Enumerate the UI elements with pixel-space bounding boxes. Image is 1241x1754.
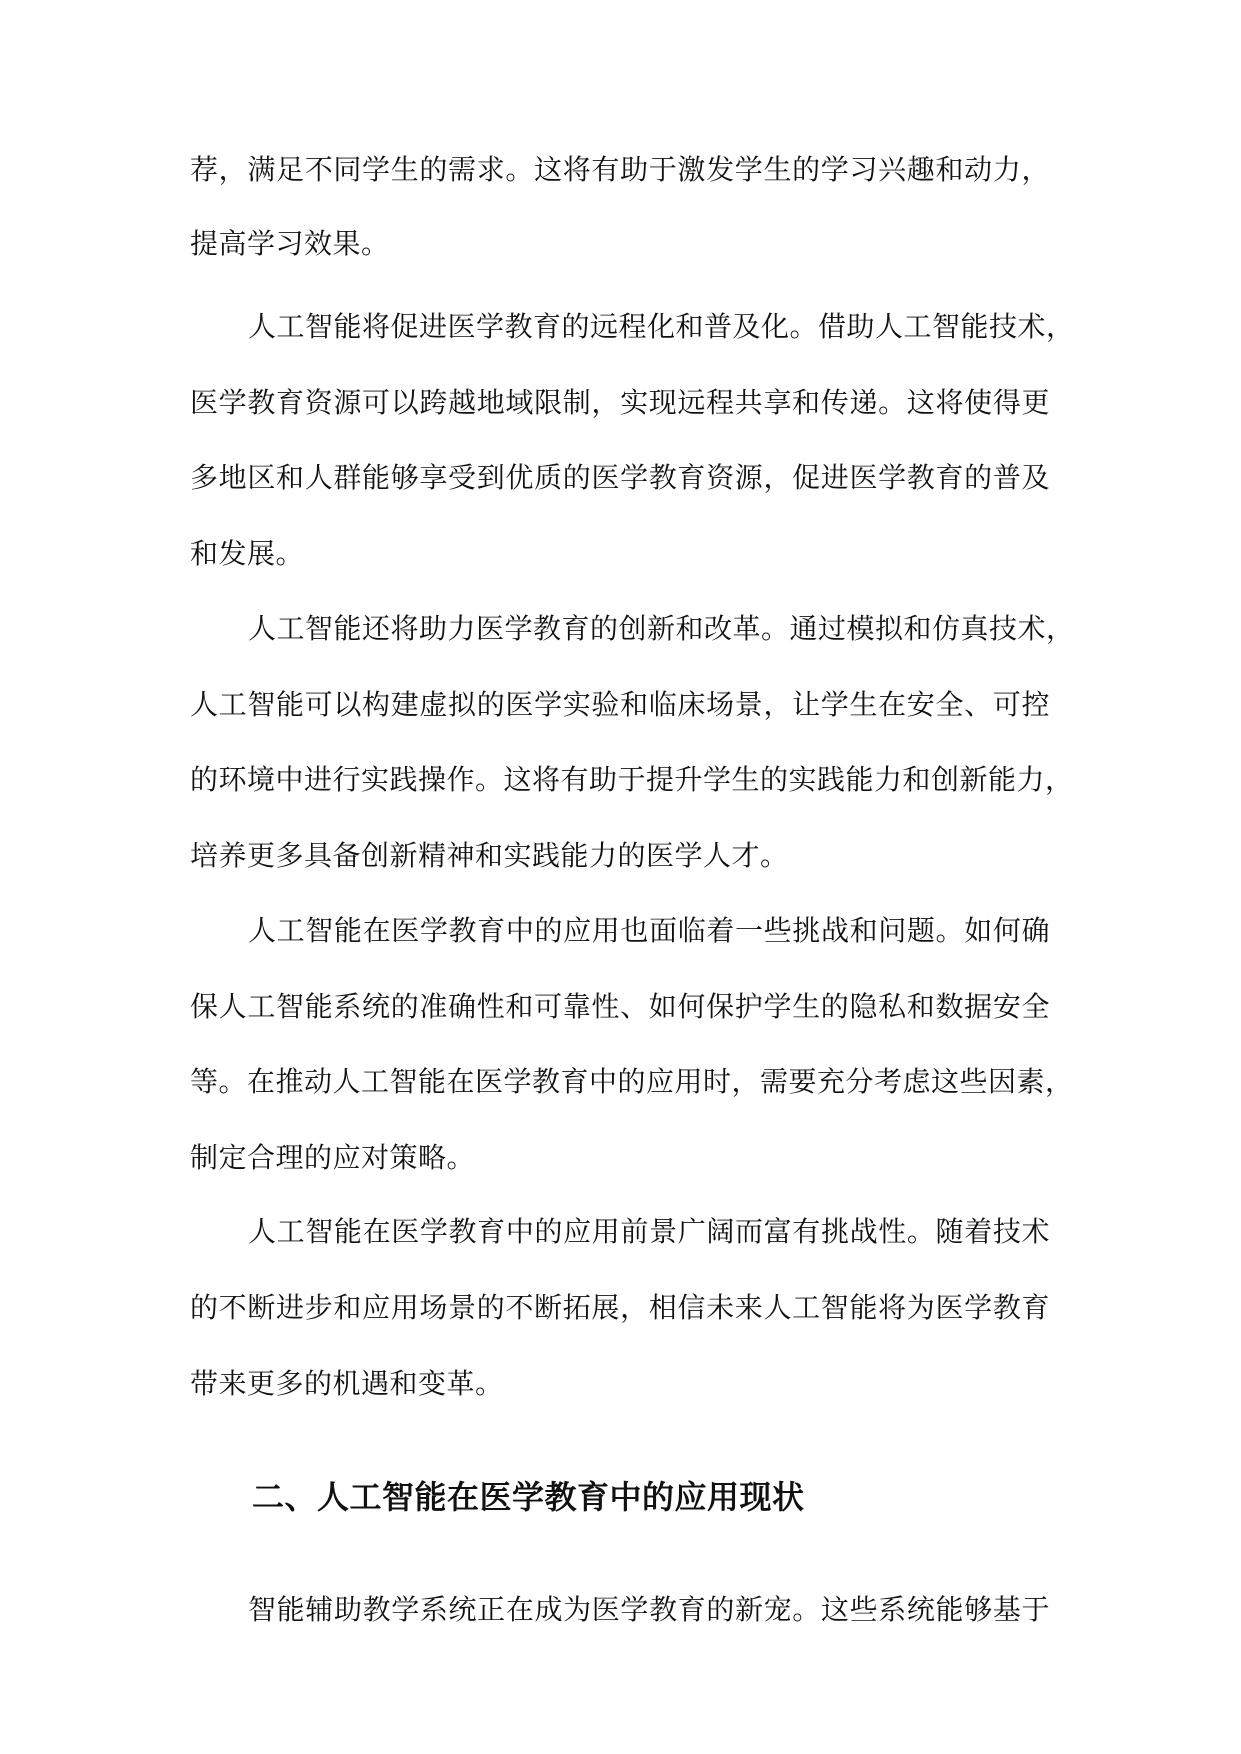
paragraph-line: 的环境中进行实践操作。这将有助于提升学生的实践能力和创新能力，	[190, 763, 1074, 796]
paragraph-line: 多地区和人群能够享受到优质的医学教育资源，促进医学教育的普及	[190, 461, 1050, 494]
paragraph-line: 带来更多的机遇和变革。	[190, 1367, 504, 1400]
paragraph-line: 荐，满足不同学生的需求。这将有助于激发学生的学习兴趣和动力，	[190, 153, 1050, 186]
paragraph-line: 保人工智能系统的准确性和可靠性、如何保护学生的隐私和数据安全	[190, 990, 1050, 1023]
paragraph-line: 制定合理的应对策略。	[190, 1141, 476, 1174]
paragraph-line: 人工智能可以构建虚拟的医学实验和临床场景，让学生在安全、可控	[190, 688, 1050, 721]
paragraph-line: 人工智能在医学教育中的应用前景广阔而富有挑战性。随着技术	[248, 1215, 1050, 1248]
paragraph-line: 人工智能在医学教育中的应用也面临着一些挑战和问题。如何确	[248, 914, 1050, 947]
section-heading: 二、人工智能在医学教育中的应用现状	[252, 1478, 805, 1516]
paragraph-line: 智能辅助教学系统正在成为医学教育的新宠。这些系统能够基于	[248, 1593, 1050, 1626]
paragraph-line: 提高学习效果。	[190, 227, 390, 260]
paragraph-line: 的不断进步和应用场景的不断拓展，相信未来人工智能将为医学教育	[190, 1291, 1050, 1324]
paragraph-line: 人工智能还将助力医学教育的创新和改革。通过模拟和仿真技术，	[248, 612, 1075, 645]
paragraph-line: 人工智能将促进医学教育的远程化和普及化。借助人工智能技术，	[248, 310, 1075, 343]
paragraph-line: 培养更多具备创新精神和实践能力的医学人才。	[190, 839, 789, 872]
paragraph-line: 和发展。	[190, 537, 305, 570]
paragraph-line: 等。在推动人工智能在医学教育中的应用时，需要充分考虑这些因素，	[190, 1065, 1074, 1098]
paragraph-line: 医学教育资源可以跨越地域限制，实现远程共享和传递。这将使得更	[190, 386, 1050, 419]
